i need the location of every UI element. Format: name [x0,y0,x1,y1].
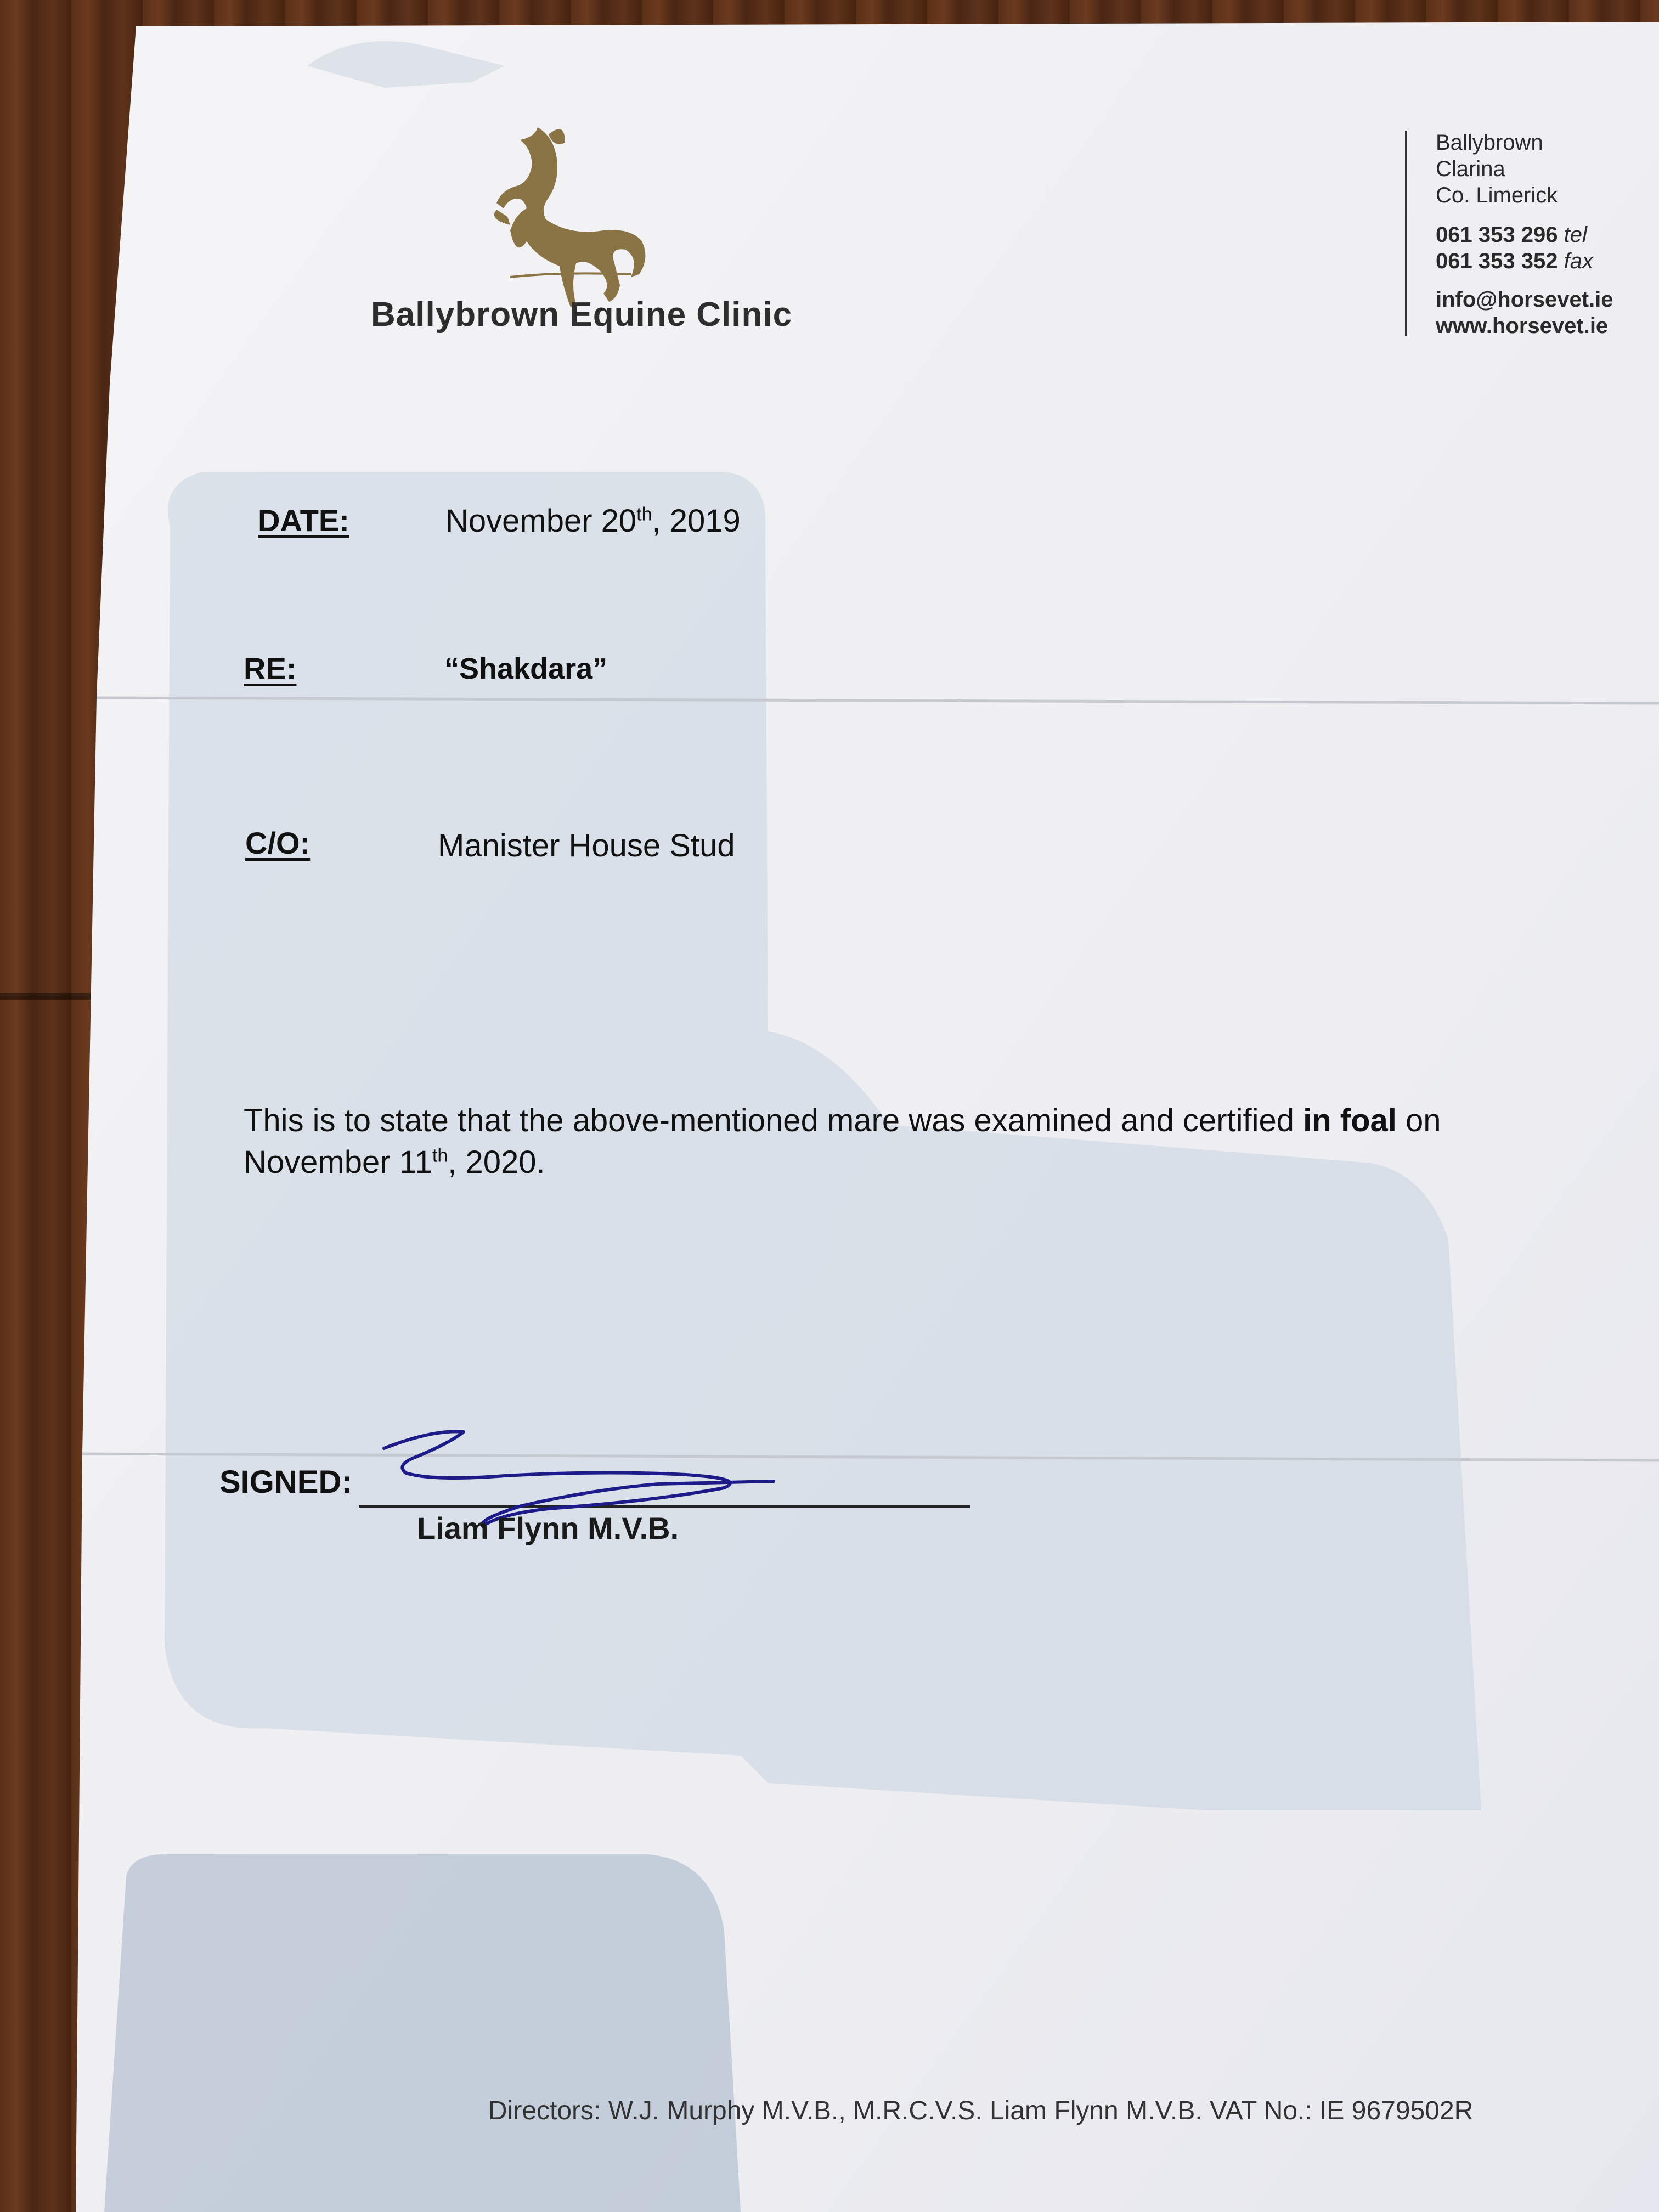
co-value: Manister House Stud [438,828,735,864]
signer-name: Liam Flynn M.V.B. [417,1511,679,1545]
address-line-3: Co. Limerick [1436,183,1558,207]
shadow-lower [104,1854,741,2212]
website [1436,313,1608,339]
phone-suffix: tel [1564,223,1587,247]
statement-superscript: th [432,1145,448,1166]
phone-number: 061 353 296 [1436,223,1558,247]
statement-text-1: This is to state that the above-mentioned mare was examined and certified [244,1103,1304,1138]
date-value [445,503,741,539]
co-label: C/O: [245,826,311,860]
signed-label: SIGNED: [219,1464,352,1500]
statement-text-2: on November 11 [244,1103,1441,1180]
date-superscript: th [636,504,652,525]
address-line-1: Ballybrown [1436,131,1543,155]
re-label: RE: [244,651,297,686]
website-text: www.horsevet.ie [1436,314,1609,338]
email [1436,286,1613,313]
fax-number: 061 353 352 [1436,249,1558,273]
clinic-name: Ballybrown Equine Clinic [371,296,793,334]
fax-suffix: fax [1564,249,1593,273]
phone-line [1436,222,1587,248]
date-text: November 20 [445,503,637,539]
statement-text-3: , 2020. [448,1144,545,1180]
directors-footer: Directors: W.J. Murphy M.V.B., M.R.C.V.S. Liam Flynn M.V.B. VAT No.: IE 9679502R [488,2096,1474,2125]
statement-bold: in foal [1303,1103,1397,1138]
certification-statement [244,1100,1505,1183]
date-label: DATE: [258,503,349,538]
email-text: info@horsevet.ie [1436,287,1613,312]
date-year: , 2019 [652,503,741,539]
re-value: “Shakdara” [444,652,608,685]
fax-line [1436,248,1593,274]
address-line-2: Clarina [1436,157,1505,181]
